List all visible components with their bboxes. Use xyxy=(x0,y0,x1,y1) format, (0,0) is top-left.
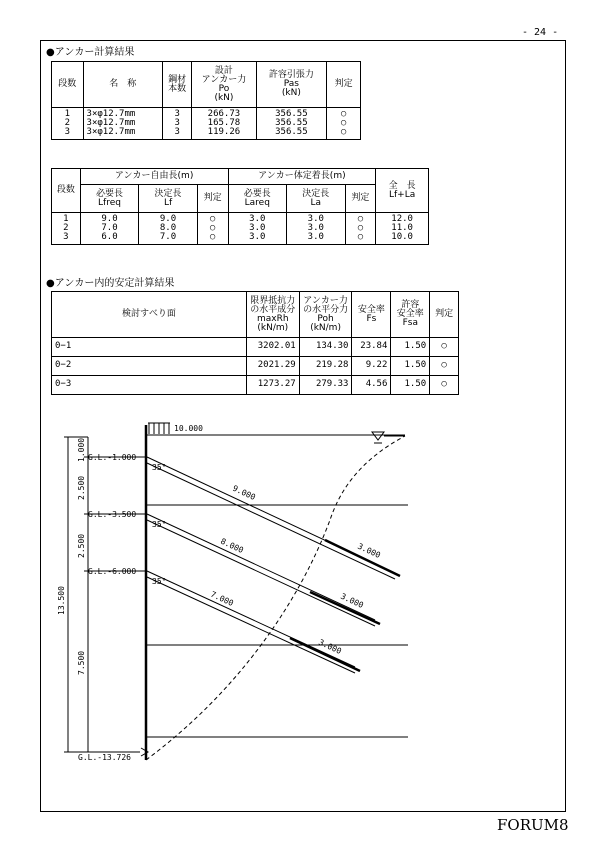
free-length-3: 7.000 xyxy=(209,589,235,608)
hdr3-fs: 安全率 Fs xyxy=(352,292,391,338)
hdr3-surface: 検討すべり面 xyxy=(52,292,247,338)
dim-2: 2.500 xyxy=(77,475,86,500)
row-fs: 9.22 xyxy=(352,357,391,376)
slip-line xyxy=(146,436,405,760)
row-anchor: 279.33 xyxy=(299,376,352,395)
section1-title: ●アンカー計算結果 xyxy=(46,47,135,58)
col2-lfreq: 9.0 7.0 6.0 xyxy=(80,213,139,245)
hdr2-judge1: 判定 xyxy=(197,185,228,213)
angle-label-1: 35° xyxy=(152,463,167,472)
col2-lf: 9.0 8.0 7.0 xyxy=(139,213,197,245)
col-judge: ○ ○ ○ xyxy=(327,108,361,140)
hdr2-dec-fix: 決定長 La xyxy=(287,185,345,213)
row-anchor: 134.30 xyxy=(299,338,352,357)
row-fsa: 1.50 xyxy=(391,357,430,376)
row-anchor: 219.28 xyxy=(299,357,352,376)
row-surface: 0−2 xyxy=(52,357,247,376)
hdr2-req-free: 必要長 Lfreq xyxy=(80,185,139,213)
hdr2-req-fix: 必要長 Lareq xyxy=(228,185,287,213)
hdr3-anchor: アンカー力 の水平分力 Poh (kN/m) xyxy=(299,292,352,338)
gl-label-2: G.L.-3.500 xyxy=(88,510,137,519)
col2-la: 3.0 3.0 3.0 xyxy=(287,213,345,245)
dim-3: 2.500 xyxy=(77,533,86,558)
hdr-allow-tension: 許容引張力 Pas (kN) xyxy=(256,62,327,108)
dim-1: 1.000 xyxy=(77,437,86,462)
anchor-2 xyxy=(147,514,380,626)
fixed-length-2: 3.000 xyxy=(339,591,365,610)
row-surface: 0−3 xyxy=(52,376,247,395)
hdr2-free: アンカー自由長(m) xyxy=(80,169,228,185)
gl-label-4: G.L.-13.726 xyxy=(78,753,131,762)
free-length-1: 9.000 xyxy=(231,483,257,502)
row-judge: ○ xyxy=(430,357,459,376)
col2-judge2: ○ ○ ○ xyxy=(345,213,376,245)
col-allow: 356.55 356.55 356.55 xyxy=(256,108,327,140)
surcharge-arrows xyxy=(148,423,170,434)
fixed-length-1: 3.000 xyxy=(356,541,382,560)
row-limit: 3202.01 xyxy=(246,338,299,357)
row-judge: ○ xyxy=(430,338,459,357)
row-limit: 2021.29 xyxy=(246,357,299,376)
col2-stage: 1 2 3 xyxy=(52,213,81,245)
angle-label-2: 35° xyxy=(152,520,167,529)
gl-label-3: G.L.-6.000 xyxy=(88,567,137,576)
page-number: - 24 - xyxy=(522,27,559,38)
anchor-3 xyxy=(147,571,360,673)
dim-4: 7.500 xyxy=(77,650,86,675)
hdr3-judge: 判定 xyxy=(430,292,459,338)
angle-label-3: 35° xyxy=(152,577,167,586)
col-design: 266.73 165.78 119.26 xyxy=(192,108,256,140)
row-limit: 1273.27 xyxy=(246,376,299,395)
anchor-1 xyxy=(147,457,400,579)
row-fsa: 1.50 xyxy=(391,376,430,395)
dim-total: 13.500 xyxy=(57,586,66,615)
col-name: 3×φ12.7mm 3×φ12.7mm 3×φ12.7mm xyxy=(83,108,162,140)
hdr-strands: 鋼材 本数 xyxy=(162,62,191,108)
row-judge: ○ xyxy=(430,376,459,395)
hdr2-total: 全 長 Lf+La xyxy=(376,169,429,213)
hdr2-stage: 段数 xyxy=(52,169,81,213)
gl-label-1: G.L.-1.000 xyxy=(88,453,137,462)
fixed-length-3: 3.000 xyxy=(317,637,343,656)
hdr2-judge2: 判定 xyxy=(345,185,376,213)
row-fs: 4.56 xyxy=(352,376,391,395)
free-length-2: 8.000 xyxy=(219,536,245,555)
hdr2-fixed: アンカー体定着長(m) xyxy=(228,169,376,185)
col-strands: 3 3 3 xyxy=(162,108,191,140)
col2-total: 12.0 11.0 10.0 xyxy=(376,213,429,245)
surcharge-label: 10.000 xyxy=(174,424,203,433)
col2-lareq: 3.0 3.0 3.0 xyxy=(228,213,287,245)
hdr-design-force: 設計 アンカー力 Po (kN) xyxy=(192,62,256,108)
hdr-name: 名 称 xyxy=(83,62,162,108)
hdr-judge: 判定 xyxy=(327,62,361,108)
hdr-stage: 段数 xyxy=(52,62,84,108)
section3-title: ●アンカー内的安定計算結果 xyxy=(46,278,175,289)
row-fsa: 1.50 xyxy=(391,338,430,357)
hdr3-fsa: 許容 安全率 Fsa xyxy=(391,292,430,338)
brand-footer: FORUM8 xyxy=(497,816,569,834)
row-surface: 0−1 xyxy=(52,338,247,357)
col-stage: 1 2 3 xyxy=(52,108,84,140)
row-fs: 23.84 xyxy=(352,338,391,357)
col2-judge1: ○ ○ ○ xyxy=(197,213,228,245)
hdr2-dec-free: 決定長 Lf xyxy=(139,185,197,213)
hdr3-limit: 限界抵抗力 の水平成分 maxRh (kN/m) xyxy=(246,292,299,338)
water-level-icon xyxy=(372,432,405,443)
